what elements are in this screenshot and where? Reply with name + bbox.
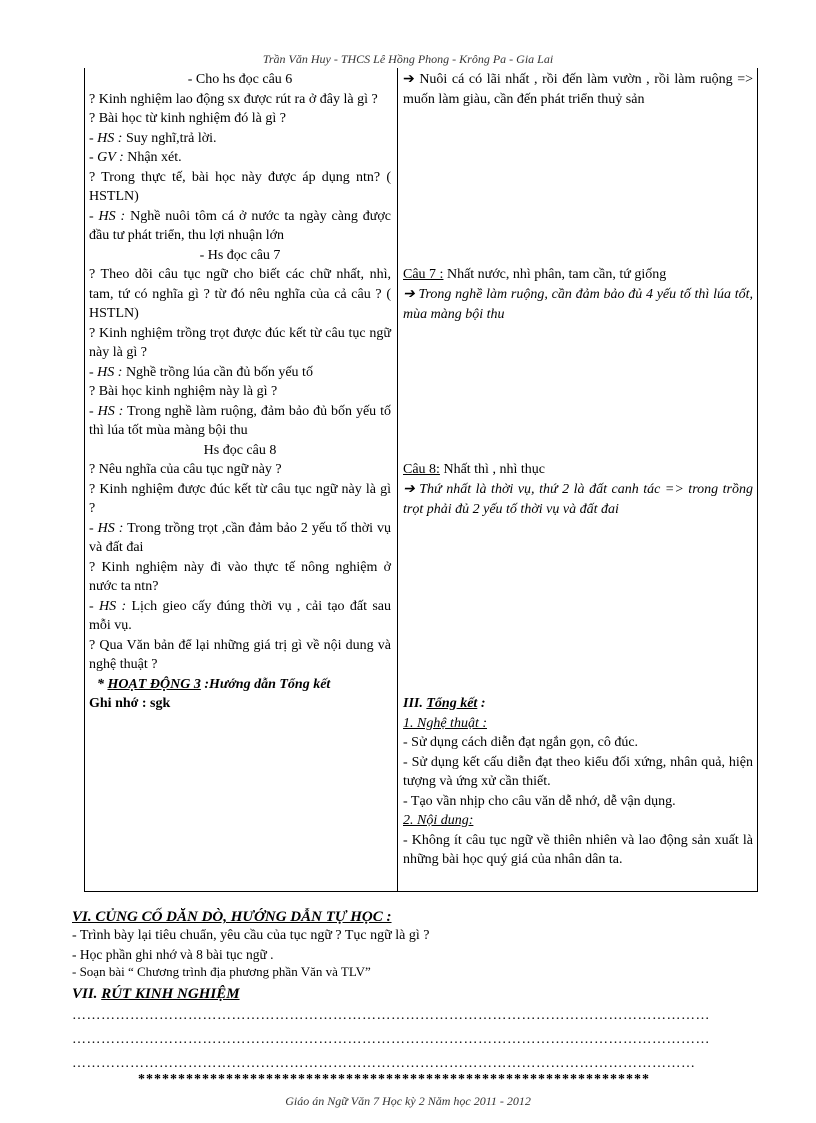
page-footer: Giáo án Ngữ Văn 7 Học kỳ 2 Năm học 2011 - 2012 (285, 1094, 531, 1108)
table-column-divider (397, 68, 398, 892)
page-header: Trần Văn Huy - THCS Lê Hồng Phong - Krông Pa - Gia Lai (262, 52, 554, 66)
note-dotline: …………………………………………………………………………………………………………………… (72, 1008, 710, 1023)
teacher-activity-column (89, 70, 391, 714)
hs-label: - HS : (89, 598, 127, 614)
question-line: ? Nêu nghĩa của câu tục ngữ này ? (89, 462, 282, 477)
instruction-line: - Hs đọc câu 7 (199, 247, 281, 263)
question-line: ? Theo dõi câu tục ngữ cho biết các chữ nhất, nhì, tam, tứ có nghĩa gì ? từ đó nêu nghĩa của cả câu ? ( HSTLN) (89, 267, 391, 321)
star-separator: **************************************************************** (138, 1072, 650, 1087)
question-line: ? Qua Văn bản để lại những giá trị gì về nội dung và nghệ thuật ? (89, 637, 391, 672)
cau8-explanation: ➔ Thứ nhất là thời vụ, thứ 2 là đất canh tác => trong trồng trọt phải đủ 2 yếu tố thời vụ và đất đai (403, 482, 753, 517)
content-point: - Không ít câu tục ngữ về thiên nhiên và lao động sản xuất là những bài học quý giá của nhân dân ta. (403, 832, 753, 867)
memo-note: Ghi nhớ : sgk (89, 696, 171, 711)
teacher-note-line (89, 148, 391, 168)
hs-label: - HS : (89, 403, 124, 419)
activity-heading (89, 675, 391, 695)
student-answer-line (89, 402, 391, 441)
cau7-label: Câu 7 : (403, 267, 444, 282)
hs-label: - HS : (89, 208, 126, 224)
instruction-line: Hs đọc câu 8 (203, 442, 277, 458)
answer-text: Trong nghề làm ruộng, đảm bảo đủ bốn yếu tố thì lúa tốt mùa màng bội thu (89, 403, 392, 438)
hs-label: - HS : (89, 520, 124, 536)
art-point: - Sử dụng cách diễn đạt ngắn gọn, cô đúc. (403, 735, 639, 750)
cau7-text: Nhất nước, nhì phân, tam cần, tứ giống (443, 267, 667, 282)
vii-number: VII. (72, 986, 102, 1002)
question-line: ? Kinh nghiệm lao động sx được rút ra ở đây là gì ? (89, 91, 378, 107)
summary-section (403, 694, 753, 870)
activity-label: HOẠT ĐỘNG 3 (107, 676, 201, 692)
summary-heading (403, 694, 753, 714)
hs-label: - HS : (89, 130, 123, 146)
student-answer-line (89, 207, 391, 246)
activity-star: * (97, 676, 108, 692)
homework-line: - Soạn bài “ Chương trình địa phương phần Văn và TLV” (72, 964, 371, 979)
note-dotline: ………………………………………………………………………………………………………………… (72, 1056, 696, 1071)
answer-text: Lịch gieo cấy đúng thời vụ , cải tạo đất sau mỗi vụ. (89, 598, 392, 633)
student-answer-line (89, 129, 391, 149)
section-vii-heading (72, 985, 772, 1003)
summary-colon: : (477, 696, 486, 711)
student-answer-line (89, 363, 391, 383)
instruction-line: - Cho hs đọc câu 6 (187, 72, 293, 87)
answer-text: Suy nghĩ,trả lời. (122, 130, 217, 146)
gv-label: - GV : (89, 150, 124, 165)
question-line: ? Trong thực tế, bài học này được áp dụng ntn? ( HSTLN) (89, 169, 391, 204)
cau6-explanation: ➔ Nuôi cá có lãi nhất , rồi đến làm vườn , rồi làm ruộng => muốn làm giàu, cần đến phát triển thuỷ sản (403, 72, 753, 107)
question-line: ? Kinh nghiệm này đi vào thực tế nông nghiệm ở nước ta ntn? (89, 559, 391, 594)
activity-title: :Hướng dẫn Tổng kết (200, 676, 331, 692)
cau8-label: Câu 8: (403, 462, 440, 477)
homework-line: - Học phần ghi nhớ và 8 bài tục ngữ . (72, 946, 274, 962)
student-answer-line (89, 597, 391, 636)
note-dotline: …………………………………………………………………………………………………………………… (72, 1032, 710, 1047)
summary-label: Tổng kết (426, 696, 478, 711)
summary-number: III. (403, 696, 427, 711)
question-line: ? Bài học kinh nghiệm này là gì ? (89, 384, 278, 399)
content-heading: 2. Nội dung: (403, 813, 474, 828)
cau7-explanation: ➔ Trong nghề làm ruộng, cần đảm bảo đủ 4 yếu tố thì lúa tốt, mùa màng bội thu (403, 287, 753, 322)
answer-text: Nghề trồng lúa cần đủ bốn yếu tố (122, 364, 313, 380)
cau7-title (403, 265, 753, 285)
cau8-text: Nhất thì , nhì thục (439, 462, 545, 477)
section-vi-heading: VI. CỦNG CỐ DĂN DÒ, HƯỚNG DẪN TỰ HỌC : (72, 909, 392, 925)
hs-label: - HS : (89, 364, 123, 380)
question-line: ? Kinh nghiệm được đúc kết từ câu tục ngữ này là gì ? (89, 481, 391, 516)
answer-text: Nghề nuôi tôm cá ở nước ta ngày càng được đầu tư phát triển, thu lợi nhuận lớn (89, 208, 391, 243)
art-heading: 1. Nghệ thuật : (403, 715, 487, 731)
student-answer-line (89, 519, 391, 558)
art-point: - Sử dụng kết cấu diễn đạt theo kiểu đối xứng, nhân quả, hiện tượng và ứng xử cần thiết. (403, 754, 753, 789)
cau8-title (403, 460, 753, 480)
note-text: Nhận xét. (123, 150, 182, 165)
homework-line: - Trình bày lại tiêu chuẩn, yêu cầu của tục ngữ ? Tục ngữ là gì ? (72, 928, 430, 943)
question-line: ? Kinh nghiệm trồng trọt được đúc kết từ câu tục ngữ này là gì ? (89, 325, 391, 360)
art-point: - Tạo vần nhịp cho câu văn dễ nhớ, dễ vận dụng. (403, 793, 676, 809)
answer-text: Trong trồng trọt ,cần đảm bảo 2 yếu tố thời vụ và đất đai (89, 520, 391, 555)
vii-label: RÚT KINH NGHIỆM (101, 986, 240, 1002)
question-line: ? Bài học từ kinh nghiệm đó là gì ? (89, 111, 286, 126)
